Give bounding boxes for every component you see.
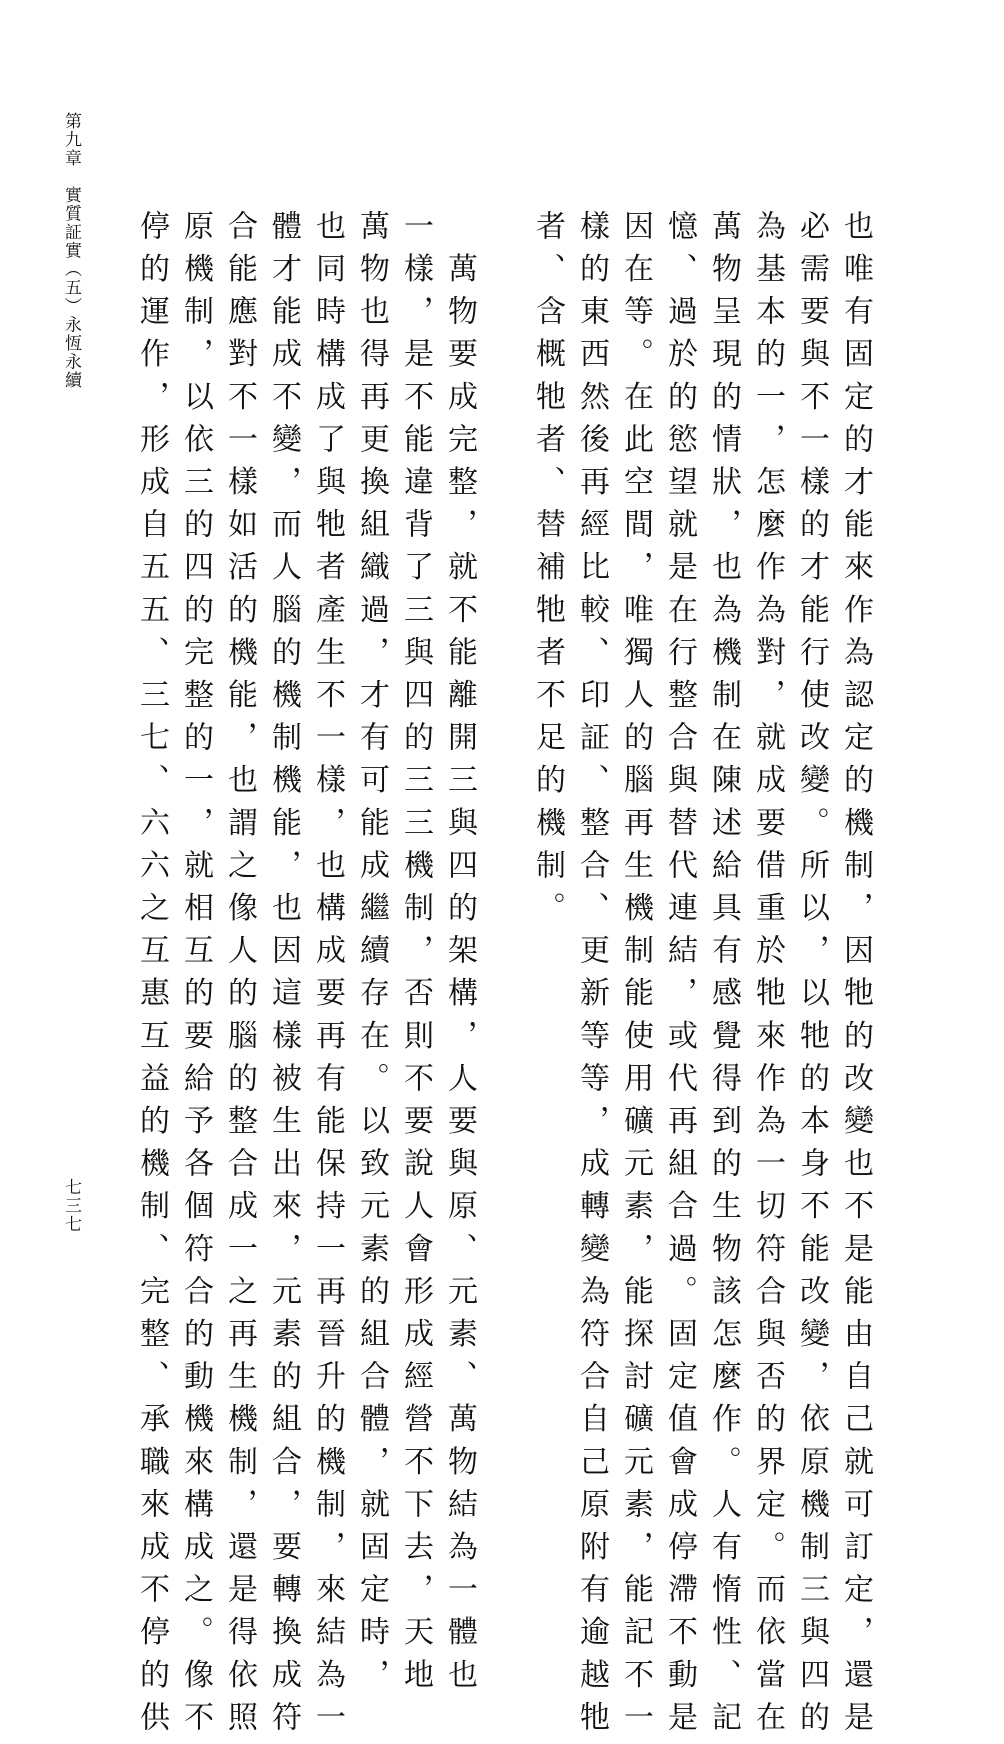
text-column: 必需要與不一樣的才能行使改變。所以，以牠的本身不能改變，依原機制三與四的 (794, 210, 829, 1744)
text-column: 憶、過於的慾望就是在行整合與替代連結，或代再組合過。固定值會成停滯不動是 (662, 210, 697, 1744)
text-column: 為基本的一，怎麼作為對，就成要借重於牠來作為一切符合與否的界定。而依當在 (750, 210, 785, 1744)
text-column: 原機制，以依三的四的完整的一，就相互的要給予各個符合的動機來構成之。像不 (178, 210, 213, 1744)
page-number: 七三七 (61, 1178, 81, 1234)
text-column: 合能應對不一樣如活的機能，也謂之像人的腦的整合成一之再生機制，還是得依照 (222, 210, 257, 1744)
text-column: 因在等。在此空間，唯獨人的腦再生機制能使用礦元素，能探討礦元素，能記不一 (618, 210, 653, 1744)
paragraph-start-column: 萬物要成完整，就不能離開三與四的架構，人要與原、元素、萬物結為一體也 (442, 210, 477, 1701)
text-column: 停的運作，形成自五五、三七、六六之互惠互益的機制、完整、承職來成不停的供 (134, 210, 169, 1744)
text-column: 萬物也得再更換組織過，才有可能成繼續存在。以致元素的組合體，就固定時， (354, 210, 389, 1701)
text-column: 萬物呈現的情狀，也為機制在陳述給具有感覺得到的生物該怎麼作。人有惰性、記 (706, 210, 741, 1744)
text-column: 者、含概牠者、替補牠者不足的機制。 (530, 210, 565, 935)
text-column: 體才能成不變，而人腦的機制機能，也因這樣被生出來，元素的組合，要轉換成符 (266, 210, 301, 1744)
text-column: 也唯有固定的才能來作為認定的機制，因牠的改變也不是能由自己就可訂定，還是 (838, 210, 873, 1744)
text-column: 樣的東西然後再經比較、印証、整合、更新等等，成轉變為符合自己原附有逾越牠 (574, 210, 609, 1744)
running-header: 第九章 實質証實（五）永恆永續 (61, 112, 81, 390)
text-column: 一樣，是不能違背了三與四的三三機制，否則不要說人會形成經營不下去，天地 (398, 210, 433, 1701)
text-column: 也同時構成了與牠者產生不一樣，也構成要再有能保持一再晉升的機制，來結為一 (310, 210, 345, 1744)
